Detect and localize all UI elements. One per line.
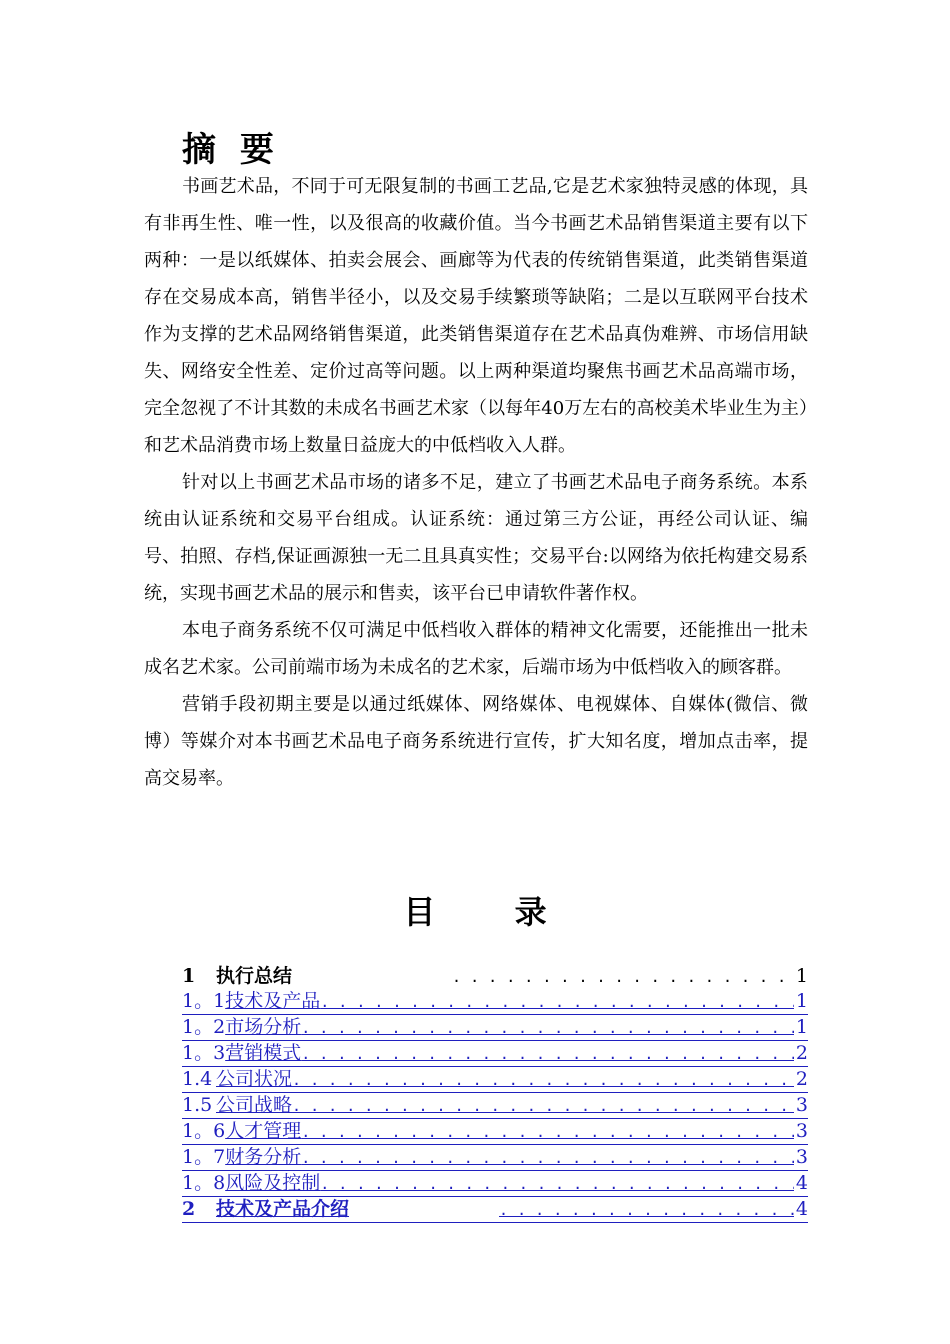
toc-page-number: 3 <box>795 1120 808 1142</box>
toc-page-number: 2 <box>795 1042 808 1064</box>
toc-entry-label: 1。3营销模式 <box>182 1042 302 1064</box>
toc-leader <box>292 1094 794 1119</box>
abstract-title: 摘 要 <box>182 130 280 170</box>
toc-entry-1-2[interactable] <box>182 1015 808 1041</box>
toc-page-number: 1 <box>795 965 808 987</box>
toc-entry-label: 1.5 公司战略 <box>182 1094 293 1116</box>
toc-entry-label: 1。2市场分析 <box>182 1016 302 1038</box>
toc-page-number: 3 <box>795 1146 808 1168</box>
toc-entry-1-5[interactable] <box>182 1093 808 1119</box>
abstract-body <box>144 168 808 797</box>
toc-leader <box>499 1198 794 1223</box>
toc-entry-1-1[interactable] <box>182 989 808 1015</box>
toc-leader <box>320 1172 794 1197</box>
toc-page-number: 2 <box>795 1068 808 1090</box>
toc-page-number: 1 <box>795 990 808 1012</box>
toc-leader <box>301 1146 794 1171</box>
abstract-paragraph: 针对以上书画艺术品市场的诸多不足，建立了书画艺术品电子商务系统。本系统由认证系统和交易平台组成。认证系统：通过第三方公证，再经公司认证、编号、拍照、存档,保证画源独一无二且具真实性；交易平台:以网络为依托构建交易系统，实现书画艺术品的展示和售卖，该平台已申请软件著作权。 <box>144 472 808 604</box>
toc-leader <box>292 1068 794 1093</box>
toc-leader <box>320 990 794 1015</box>
toc-entry-label: 1。7财务分析 <box>182 1146 302 1168</box>
toc-leader <box>301 1120 794 1145</box>
toc-entry-1[interactable] <box>182 964 808 989</box>
toc-page-number: 4 <box>795 1198 808 1220</box>
toc-page-number: 1 <box>795 1016 808 1038</box>
toc-entry-1-6[interactable] <box>182 1119 808 1145</box>
table-of-contents <box>182 964 808 1223</box>
toc-entry-label: 1.4 公司状况 <box>182 1068 293 1090</box>
toc-entry-1-7[interactable] <box>182 1145 808 1171</box>
toc-page-number: 4 <box>795 1172 808 1194</box>
toc-entry-label: 1。1技术及产品 <box>182 990 321 1012</box>
toc-entry-2[interactable] <box>182 1197 808 1223</box>
abstract-paragraph: 营销手段初期主要是以通过纸媒体、网络媒体、电视媒体、自媒体(微信、微博）等媒介对本书画艺术品电子商务系统进行宣传，扩大知名度，增加点击率，提高交易率。 <box>144 694 808 789</box>
abstract-paragraph: 书画艺术品，不同于可无限复制的书画工艺品,它是艺术家独特灵感的体现，具有非再生性、唯一性，以及很高的收藏价值。当今书画艺术品销售渠道主要有以下两种：一是以纸媒体、拍卖会展会、画廊等为代表的传统销售渠道，此类销售渠道存在交易成本高，销售半径小，以及交易手续繁琐等缺陷；二是以互联网平台技术作为支撑的艺术品网络销售渠道，此类销售渠道存在艺术品真伪难辨、市场信用缺失、网络安全性差、定价过高等问题。以上两种渠道均聚焦书画艺术品高端市场，完全忽视了不计其数的未成名书画艺术家（以每年40万左右的高校美术毕业生为主）和艺术品消费市场上数量日益庞大的中低档收入人群。 <box>144 176 808 456</box>
toc-leader <box>452 965 794 989</box>
toc-page-number: 3 <box>795 1094 808 1116</box>
toc-entry-label: 1。6人才管理 <box>182 1120 302 1142</box>
toc-leader <box>301 1016 794 1041</box>
toc-title: 目 录 <box>403 893 581 931</box>
toc-entry-label: 2 技术及产品介绍 <box>182 1198 350 1220</box>
toc-entry-label: 1。8风险及控制 <box>182 1172 321 1194</box>
toc-entry-label: 1 执行总结 <box>182 965 293 987</box>
toc-entry-1-4[interactable] <box>182 1067 808 1093</box>
toc-entry-1-8[interactable] <box>182 1171 808 1197</box>
toc-entry-1-3[interactable] <box>182 1041 808 1067</box>
abstract-paragraph: 本电子商务系统不仅可满足中低档收入群体的精神文化需要，还能推出一批未成名艺术家。公司前端市场为未成名的艺术家，后端市场为中低档收入的顾客群。 <box>144 620 808 678</box>
toc-leader <box>301 1042 794 1067</box>
